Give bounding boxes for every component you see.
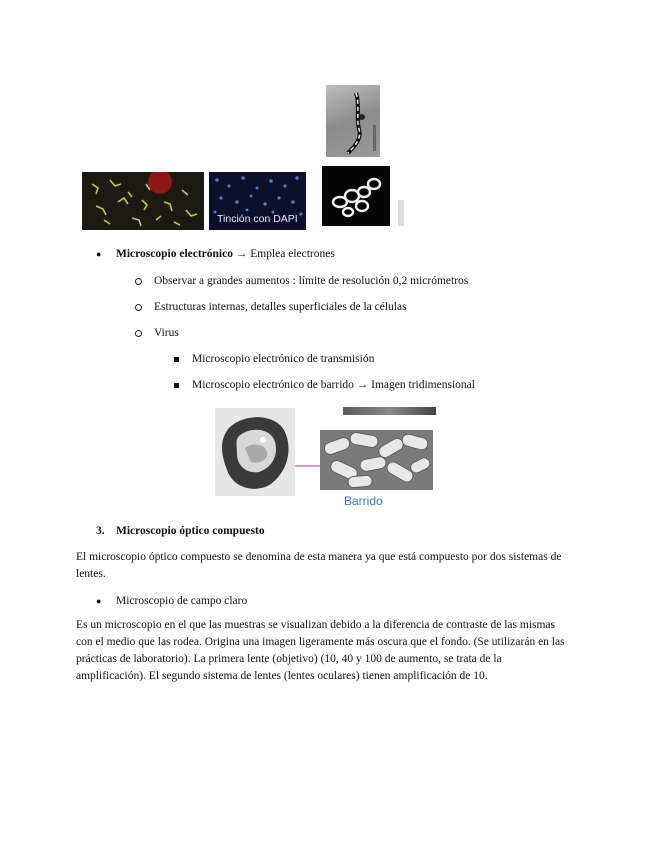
sub-item-2: Estructuras internas, detalles superficiales de la células <box>154 301 407 313</box>
tem-illustration <box>215 408 295 496</box>
scanning-micrograph-image <box>320 430 433 490</box>
dapi-staining-image <box>209 172 306 230</box>
sub-item-1: Observar a grandes aumentos : límite de resolución 0,2 micrómetros <box>154 275 469 287</box>
phase-contrast-bacteria-image <box>326 85 380 157</box>
circle-bullet-1 <box>135 278 142 285</box>
dapi-label: Tinción con DAPI <box>217 213 298 225</box>
sub-sub-item-1: Microscopio electrónico de transmisión <box>192 353 375 365</box>
paragraph-2-line-2: con el medio que las rodea. Origina una imagen ligeramente más oscura que el fondo. (Se utilizarán en las <box>76 636 565 648</box>
paragraph-2-line-1: Es un microscopio en el que las muestras se visualizan debido a la diferencia de contraste de las mismas <box>76 619 556 631</box>
paragraph-1-line-2: lentes. <box>76 568 106 580</box>
circle-bullet-2 <box>135 304 142 311</box>
bullet-dot-2: ● <box>96 596 102 606</box>
bullet-dot-1: ● <box>96 249 102 259</box>
dark-field-yeast-image <box>322 166 390 226</box>
sem-illustration <box>320 430 433 490</box>
fluorescence-illustration <box>82 172 204 230</box>
sem-top-strip <box>343 407 436 415</box>
list-item-bright-field: Microscopio de campo claro <box>116 595 248 607</box>
square-bullet-2 <box>174 383 179 388</box>
paragraph-bright-field <box>76 617 578 685</box>
section-number: 3. <box>96 525 105 537</box>
list-item-electron-microscope <box>116 246 335 262</box>
square-bullet-1 <box>174 357 179 362</box>
paragraph-compound-microscope <box>76 549 578 583</box>
sub-sub-item-2: Microscopio electrónico de barrido → Imagen tridimensional <box>192 379 475 391</box>
barrido-label: Barrido <box>344 494 383 508</box>
section-title: Microscopio óptico compuesto <box>116 525 265 537</box>
list-item-bold-title: Microscopio electrónico <box>116 248 233 260</box>
phase-contrast-illustration <box>326 85 380 157</box>
list-item-rest: → Emplea electrones <box>232 248 335 260</box>
paragraph-2-line-3: prácticas de laboratorio). La primera lente (objetivo) (10, 40 y 100 de aumento, se trata de la <box>76 653 502 665</box>
connector-line <box>295 465 321 467</box>
image-border-right <box>398 200 404 226</box>
paragraph-1-line-1: El microscopio óptico compuesto se denomina de esta manera ya que está compuesto por dos sistemas de <box>76 551 562 563</box>
paragraph-2-line-4: amplificación). El segundo sistema de lentes (lentes oculares) tienen amplificación de 10. <box>76 670 488 682</box>
transmission-micrograph-image <box>215 408 295 496</box>
dark-field-illustration <box>322 166 390 226</box>
circle-bullet-3 <box>135 330 142 337</box>
fluorescence-green-red-image <box>82 172 204 230</box>
sub-item-3: Virus <box>154 327 179 339</box>
